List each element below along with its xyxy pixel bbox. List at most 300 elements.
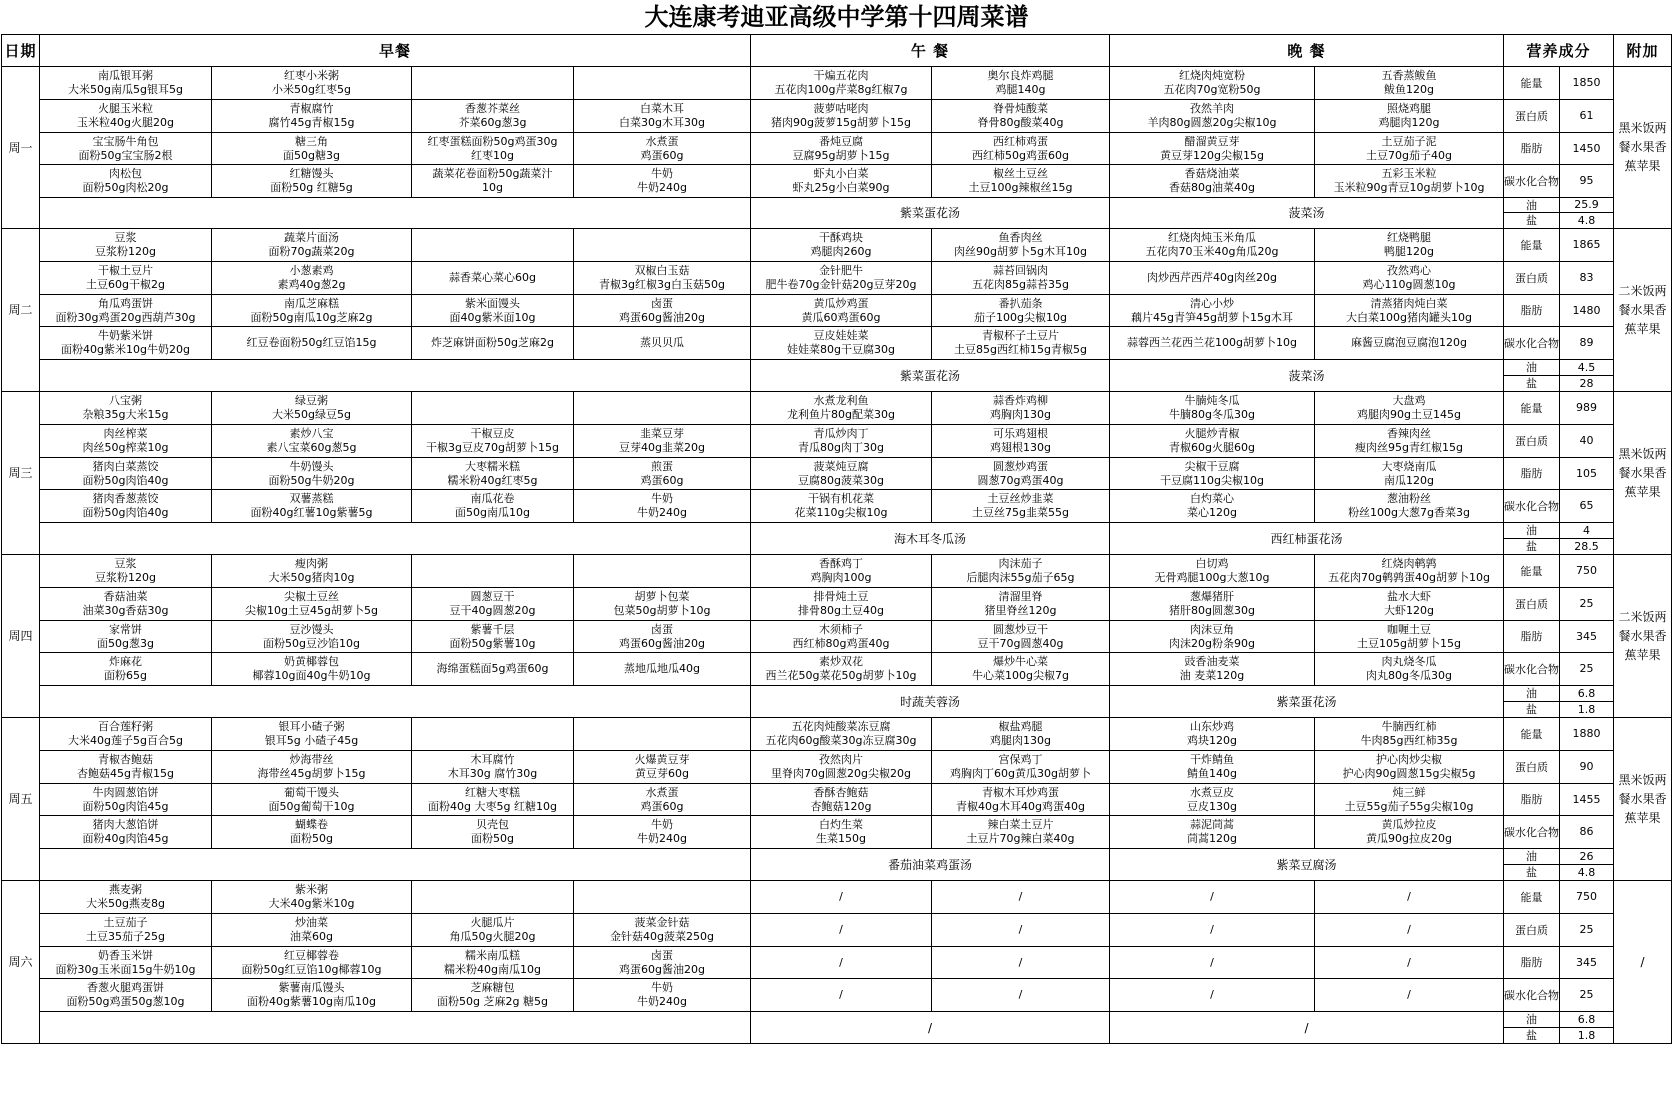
dish-name: 肉丝榨菜	[103, 427, 148, 440]
dish-name: 肉炒西芹西芹40g肉丝20g	[1147, 271, 1278, 284]
menu-table	[1, 34, 1672, 1044]
dinner-soup: 西红柿蛋花汤	[1110, 523, 1504, 555]
dish-name: 肉沫豆角	[1190, 622, 1235, 636]
dish-ingredients: 鸡胸肉130g	[990, 408, 1052, 421]
dish-name: 青椒杯子土豆片	[982, 329, 1060, 342]
nutrient-value: 4.8	[1560, 865, 1614, 881]
lunch-dish	[751, 295, 932, 327]
breakfast-dish	[212, 327, 412, 360]
dish-ingredients: 青椒60g火腿60g	[1169, 441, 1256, 454]
dish-ingredients: 豆干40g圆葱20g	[449, 604, 536, 617]
dish-ingredients: 面粉50g鸡蛋50g葱10g	[66, 995, 185, 1008]
dish-name: /	[1018, 890, 1023, 903]
nutrient-value: 6.8	[1560, 1012, 1614, 1028]
dish-name: /	[839, 955, 843, 969]
dish-name: 豉香油麦菜	[1184, 655, 1240, 668]
breakfast-dish	[40, 881, 212, 914]
dish-name: 猪肉白菜蒸饺	[92, 459, 159, 473]
breakfast-dish	[40, 653, 212, 686]
lunch-dish	[751, 555, 932, 588]
lunch-dish	[932, 621, 1110, 653]
dish-ingredients: 鸡蛋60g酱油20g	[619, 962, 705, 976]
dish-name: 绿豆粥	[295, 394, 328, 407]
breakfast-dish	[412, 718, 574, 751]
dish-name: 宝宝肠牛角包	[92, 134, 159, 148]
dish-ingredients: 大白菜100g猪肉罐头10g	[1346, 310, 1473, 324]
breakfast-dish	[40, 67, 212, 100]
lunch-dish	[932, 881, 1110, 914]
breakfast-dish	[574, 67, 751, 100]
dish-ingredients: 红枣10g	[471, 148, 514, 162]
dish-ingredients: 玉米粒90g青豆10g胡萝卜10g	[1333, 181, 1485, 194]
dish-name: 干煸五花肉	[813, 69, 869, 82]
lunch-dish	[751, 67, 932, 100]
day-label: 周四	[2, 555, 40, 718]
nutrient-value: 1480	[1560, 295, 1614, 327]
dish-ingredients: 金针菇40g菠菜250g	[610, 930, 714, 943]
nutrient-label: 碳水化合物	[1504, 816, 1560, 849]
dish-ingredients: 土豆70g茄子40g	[1366, 148, 1453, 162]
lunch-dish	[751, 490, 932, 523]
breakfast-dish	[40, 718, 212, 751]
dish-ingredients: 面粉50g 芝麻2g 糖5g	[437, 995, 548, 1008]
nutrient-label: 盐	[1504, 702, 1560, 718]
lunch-dish	[751, 588, 932, 621]
nutrient-label: 能量	[1504, 555, 1560, 588]
dinner-dish	[1110, 881, 1315, 914]
dish-name: 脊骨炖酸菜	[993, 102, 1049, 115]
dinner-dish	[1315, 490, 1504, 523]
dish-ingredients: 黄豆芽120g尖椒15g	[1160, 148, 1265, 162]
dish-ingredients: 无骨鸡腿100g大葱10g	[1154, 571, 1270, 584]
dish-ingredients: 牛奶240g	[637, 181, 687, 194]
dish-ingredients: 鲭鱼140g	[1187, 767, 1238, 780]
breakfast-dish	[412, 67, 574, 100]
dish-ingredients: 肉丝50g榨菜10g	[82, 441, 169, 454]
dish-name: 蝴蝶卷	[295, 818, 328, 831]
dish-ingredients: 菜心120g	[1187, 506, 1238, 519]
dish-name: 香葱火腿鸡蛋饼	[87, 981, 164, 994]
dinner-dish	[1110, 718, 1315, 751]
lunch-dish	[932, 947, 1110, 979]
dinner-dish	[1110, 458, 1315, 490]
nutrient-value: 989	[1560, 392, 1614, 425]
dish-name: 炒油菜	[295, 916, 328, 929]
dinner-soup: 紫菜豆腐汤	[1110, 849, 1504, 881]
header-nutrition: 营养成分	[1504, 35, 1614, 67]
dish-ingredients: 鸡胸肉100g	[810, 571, 872, 584]
dish-ingredients: 杏鲍菇120g	[810, 799, 872, 813]
menu-row	[2, 751, 1672, 784]
breakfast-dish	[574, 555, 751, 588]
nutrient-label: 油	[1504, 686, 1560, 702]
lunch-dish	[751, 621, 932, 653]
dish-ingredients: 西红柿80g鸡蛋40g	[792, 636, 890, 650]
breakfast-dish	[412, 621, 574, 653]
dinner-soup: 菠菜汤	[1110, 360, 1504, 392]
dinner-dish	[1110, 229, 1315, 262]
dish-name: 卤蛋	[651, 296, 673, 310]
lunch-dish	[751, 165, 932, 198]
dish-ingredients: 面粉50g紫薯10g	[449, 636, 536, 650]
dish-ingredients: 大米40g紫米10g	[268, 897, 355, 910]
dinner-dish	[1315, 295, 1504, 327]
breakfast-dish	[212, 751, 412, 784]
nutrient-value: 1.8	[1560, 1028, 1614, 1044]
breakfast-dish	[574, 327, 751, 360]
dish-name: 水煮蛋	[645, 785, 679, 799]
nutrient-value: 4.5	[1560, 360, 1614, 376]
menu-row	[2, 718, 1672, 751]
dish-name: /	[1407, 923, 1411, 936]
dish-name: 豆沙馒头	[289, 622, 334, 636]
lunch-dish	[751, 947, 932, 979]
breakfast-dish	[574, 914, 751, 947]
lunch-dish	[932, 490, 1110, 523]
dish-ingredients: 面50g葡萄干10g	[268, 799, 355, 813]
lunch-dish	[932, 229, 1110, 262]
dish-name: 素炒双花	[819, 655, 864, 668]
dish-name: 豆浆	[114, 557, 137, 570]
dish-ingredients: 面粉50g	[290, 832, 333, 845]
dish-name: 大枣烧南瓜	[1381, 459, 1437, 473]
breakfast-dish	[212, 979, 412, 1012]
nutrient-label: 能量	[1504, 718, 1560, 751]
dinner-soup: 菠菜汤	[1110, 198, 1504, 229]
dish-name: 猪肉大葱馅饼	[92, 818, 159, 831]
dinner-dish	[1315, 458, 1504, 490]
lunch-dish	[751, 327, 932, 360]
dish-ingredients: 鸡蛋60g	[640, 148, 684, 162]
lunch-dish	[751, 653, 932, 686]
nutrient-value: 25.9	[1560, 198, 1614, 213]
dish-ingredients: 油菜30g香菇30g	[82, 604, 169, 617]
dish-name: 青椒木耳炒鸡蛋	[982, 785, 1060, 799]
menu-row	[2, 784, 1672, 816]
breakfast-dish	[212, 621, 412, 653]
dish-name: 蒸地瓜地瓜40g	[624, 662, 700, 675]
dish-name: 牛奶	[651, 167, 673, 180]
dish-ingredients: 面粉50g肉馅45g	[82, 799, 169, 813]
dinner-dish	[1110, 588, 1315, 621]
dinner-dish	[1110, 392, 1315, 425]
dish-name: 大枣糯米糕	[465, 459, 520, 473]
nutrient-label: 能量	[1504, 229, 1560, 262]
dinner-dish	[1110, 947, 1315, 979]
dish-name: 红烧鸭腿	[1387, 231, 1432, 244]
dish-name: 孜然羊肉	[1190, 102, 1235, 115]
dish-ingredients: 排骨80g土豆40g	[798, 604, 884, 617]
dinner-dish	[1110, 784, 1315, 816]
breakfast-dish	[412, 881, 574, 914]
dish-name: 青椒杏鲍菇	[98, 753, 153, 766]
dish-ingredients: 大米50g绿豆5g	[272, 408, 351, 421]
breakfast-dish	[412, 229, 574, 262]
breakfast-dish	[40, 914, 212, 947]
dish-ingredients: 面粉50g	[471, 832, 514, 845]
dish-ingredients: 面粉30g玉米面15g牛奶10g	[55, 962, 196, 976]
breakfast-dish	[574, 295, 751, 327]
dish-name: 肉丸烧冬瓜	[1381, 655, 1437, 668]
dish-ingredients: 肥牛卷70g金针菇20g豆芽20g	[765, 278, 917, 291]
dish-name: 西红柿鸡蛋	[993, 134, 1049, 148]
dinner-dish	[1110, 751, 1315, 784]
dish-ingredients: 椰蓉10g面40g牛奶10g	[252, 669, 371, 682]
nutrient-value: 26	[1560, 849, 1614, 865]
dish-name: 奶香玉米饼	[98, 948, 153, 962]
breakfast-dish	[574, 881, 751, 914]
dish-name: 红糖大枣糕	[465, 785, 520, 799]
breakfast-dish	[40, 295, 212, 327]
dish-name: 紫薯南瓜馒头	[278, 981, 345, 994]
breakfast-dish	[212, 458, 412, 490]
nutrient-value: 4	[1560, 523, 1614, 539]
dish-name: 牛奶	[651, 981, 673, 994]
dish-name: 番炖豆腐	[819, 134, 864, 148]
dish-ingredients: 土豆35茄子25g	[86, 930, 165, 943]
dinner-dish	[1315, 718, 1504, 751]
menu-row	[2, 165, 1672, 198]
dish-name: 豆浆	[114, 231, 137, 244]
dish-ingredients: 鲅鱼120g	[1384, 83, 1435, 96]
dish-ingredients: 面粉50g牛奶20g	[268, 473, 355, 487]
nutrient-value: 6.8	[1560, 686, 1614, 702]
dish-ingredients: 西红柿50g鸡蛋60g	[972, 148, 1069, 162]
dish-name: /	[1407, 955, 1411, 969]
menu-row	[2, 262, 1672, 295]
lunch-soup: 海木耳冬瓜汤	[751, 523, 1110, 555]
dish-name: 白菜木耳	[640, 102, 684, 115]
dinner-dish	[1110, 490, 1315, 523]
dish-name: 青瓜炒肉丁	[813, 427, 869, 440]
dish-ingredients: 牛奶240g	[637, 995, 687, 1008]
dish-name: 南瓜芝麻糕	[284, 296, 339, 310]
nutrient-value: 1865	[1560, 229, 1614, 262]
breakfast-dish	[40, 229, 212, 262]
dish-ingredients: 豆浆粉120g	[95, 245, 156, 258]
breakfast-blank	[40, 523, 751, 555]
nutrient-value: 89	[1560, 327, 1614, 360]
extra-note: 黑米饭两餐水果香蕉苹果	[1614, 392, 1672, 555]
dish-ingredients: 素鸡40g葱2g	[277, 278, 346, 291]
breakfast-dish	[212, 718, 412, 751]
breakfast-blank	[40, 1012, 751, 1044]
dish-name: 红豆椰蓉卷	[284, 948, 339, 962]
breakfast-dish	[412, 165, 574, 198]
dinner-dish	[1315, 653, 1504, 686]
dish-ingredients: 脊骨80g酸菜40g	[977, 116, 1064, 129]
dish-name: 黄瓜炒鸡蛋	[813, 296, 869, 310]
dish-name: 蒜苔回锅肉	[993, 264, 1049, 277]
nutrient-label: 碳水化合物	[1504, 490, 1560, 523]
lunch-dish	[932, 718, 1110, 751]
dish-ingredients: 牛肉85g西红柿35g	[1360, 734, 1458, 747]
dish-ingredients: 五花肉100g芹菜8g红椒7g	[774, 83, 908, 96]
dish-name: 牛腩西红柿	[1381, 720, 1437, 733]
dish-name: 猪肉香葱蒸饺	[92, 492, 159, 505]
dish-name: 可乐鸡翅根	[993, 427, 1049, 440]
menu-row	[2, 979, 1672, 1012]
dinner-dish	[1315, 751, 1504, 784]
dish-name: 葱爆猪肝	[1190, 590, 1235, 603]
dish-name: 菠菜金针菇	[634, 916, 690, 929]
dish-name: 水煮龙利鱼	[813, 394, 869, 407]
lunch-dish	[932, 392, 1110, 425]
nutrient-value: 83	[1560, 262, 1614, 295]
dish-ingredients: 油菜60g	[290, 930, 333, 943]
soup-row	[2, 849, 1672, 865]
dish-ingredients: 五花肉60g酸菜30g冻豆腐30g	[765, 734, 917, 747]
extra-note: 二米饭两餐水果香蕉苹果	[1614, 229, 1672, 392]
dish-ingredients: 银耳5g 小碴子45g	[264, 734, 359, 747]
dish-name: 木耳腐竹	[470, 753, 515, 766]
page-title: 大连康考迪亚高级中学第十四周菜谱	[644, 2, 1029, 31]
dinner-dish	[1315, 784, 1504, 816]
dish-ingredients: 羊肉80g圆葱20g尖椒10g	[1147, 116, 1277, 129]
lunch-dish	[932, 588, 1110, 621]
dish-name: 排骨炖土豆	[813, 590, 869, 603]
dish-ingredients: 黄豆芽60g	[635, 767, 689, 780]
breakfast-dish	[212, 133, 412, 165]
lunch-soup: /	[751, 1012, 1110, 1044]
lunch-dish	[932, 979, 1110, 1012]
lunch-dish	[932, 425, 1110, 458]
dish-ingredients: 杂粮35g大米15g	[82, 408, 169, 421]
dish-name: 清蒸猪肉炖白菜	[1370, 296, 1448, 310]
dish-name: 蒜蓉西兰花西兰花100g胡萝卜10g	[1127, 336, 1298, 349]
dish-name: 干炸鲭鱼	[1190, 753, 1235, 766]
menu-row	[2, 133, 1672, 165]
dish-ingredients: 腐竹45g青椒15g	[268, 116, 355, 129]
dish-name: /	[1210, 955, 1214, 969]
nutrient-value: 1450	[1560, 133, 1614, 165]
dish-ingredients: 面粉50g肉松20g	[82, 181, 169, 194]
dish-ingredients: 小米50g红枣5g	[272, 83, 351, 96]
nutrient-label: 脂肪	[1504, 621, 1560, 653]
dish-ingredients: 猪肉90g菠萝15g胡萝卜15g	[771, 116, 911, 129]
nutrient-label: 能量	[1504, 881, 1560, 914]
lunch-dish	[751, 100, 932, 133]
dish-name: 孜然肉片	[819, 753, 864, 766]
nutrient-label: 油	[1504, 198, 1560, 213]
breakfast-dish	[40, 458, 212, 490]
breakfast-dish	[40, 100, 212, 133]
soup-row	[2, 1012, 1672, 1028]
dinner-dish	[1315, 229, 1504, 262]
breakfast-dish	[574, 458, 751, 490]
dish-ingredients: 肉沫20g粉条90g	[1169, 636, 1256, 650]
dish-ingredients: 五花肉70g鹌鹑蛋40g胡萝卜10g	[1328, 571, 1491, 584]
dinner-dish	[1315, 979, 1504, 1012]
dish-ingredients: 大米50g南瓜5g银耳5g	[68, 83, 183, 96]
lunch-dish	[751, 458, 932, 490]
nutrient-value: 1850	[1560, 67, 1614, 100]
dish-ingredients: 龙利鱼片80g配菜30g	[787, 408, 895, 421]
dish-name: 胡萝卜包菜	[634, 590, 690, 603]
dish-ingredients: 豆浆粉120g	[95, 571, 156, 584]
dish-ingredients: 虾丸25g小白菜90g	[792, 181, 890, 194]
dish-name: 百合莲籽粥	[98, 720, 153, 733]
dish-name: 椒盐鸡腿	[998, 720, 1043, 733]
breakfast-dish	[212, 816, 412, 849]
dish-name: 干酥鸡块	[819, 231, 864, 244]
nutrient-label: 油	[1504, 360, 1560, 376]
breakfast-dish	[40, 133, 212, 165]
nutrient-label: 蛋白质	[1504, 100, 1560, 133]
dinner-dish	[1110, 653, 1315, 686]
dish-ingredients: 土豆丝75g韭菜55g	[972, 506, 1069, 519]
nutrient-label: 盐	[1504, 1028, 1560, 1044]
breakfast-dish	[212, 165, 412, 198]
menu-row	[2, 392, 1672, 425]
dinner-dish	[1315, 100, 1504, 133]
dinner-dish	[1110, 327, 1315, 360]
menu-row	[2, 588, 1672, 621]
dish-name: 菠菜炖豆腐	[813, 459, 869, 473]
nutrient-label: 盐	[1504, 539, 1560, 555]
dinner-dish	[1315, 881, 1504, 914]
dish-ingredients: 藕片45g青笋45g胡萝卜15g木耳	[1131, 310, 1293, 324]
dish-ingredients: 木耳30g 腐竹30g	[447, 767, 538, 780]
breakfast-dish	[574, 816, 751, 849]
dish-name: 韭菜豆芽	[640, 427, 684, 440]
nutrient-value: 750	[1560, 555, 1614, 588]
dinner-dish	[1315, 67, 1504, 100]
dish-name: 孜然鸡心	[1387, 264, 1432, 277]
lunch-dish	[751, 816, 932, 849]
nutrient-label: 油	[1504, 849, 1560, 865]
dish-name: 大盘鸡	[1392, 394, 1426, 407]
dish-name: 尖椒土豆丝	[284, 590, 339, 603]
dish-ingredients: 黄瓜90g拉皮20g	[1366, 832, 1453, 845]
dish-ingredients: 土豆片70g辣白菜40g	[966, 832, 1075, 845]
breakfast-dish	[574, 621, 751, 653]
dish-ingredients: 豆腐95g胡萝卜15g	[792, 148, 890, 162]
menu-row	[2, 67, 1672, 100]
dinner-dish	[1315, 425, 1504, 458]
nutrient-value: 345	[1560, 947, 1614, 979]
dish-ingredients: 面50g南瓜10g	[455, 506, 530, 519]
breakfast-dish	[574, 133, 751, 165]
dish-name: 红烧肉炖宽粉	[1179, 69, 1246, 82]
extra-note: /	[1614, 881, 1672, 1044]
breakfast-dish	[212, 914, 412, 947]
dish-name: /	[1018, 988, 1023, 1001]
breakfast-dish	[212, 490, 412, 523]
dinner-dish	[1315, 621, 1504, 653]
dish-name: 木须柿子	[819, 622, 864, 636]
lunch-dish	[751, 262, 932, 295]
dish-name: 五彩玉米粒	[1381, 167, 1437, 180]
dish-ingredients: 圆葱70g鸡蛋40g	[977, 473, 1064, 487]
dish-name: 紫米粥	[295, 883, 328, 896]
dinner-soup: 紫菜蛋花汤	[1110, 686, 1504, 718]
breakfast-dish	[412, 295, 574, 327]
dish-name: 牛肉圆葱馅饼	[92, 785, 159, 799]
dish-name: 红烧肉鹌鹑	[1381, 557, 1437, 570]
breakfast-dish	[40, 979, 212, 1012]
breakfast-dish	[212, 784, 412, 816]
dish-ingredients: 土豆60g干椒2g	[86, 278, 165, 291]
dish-name: 金针肥牛	[819, 264, 864, 277]
dish-ingredients: 面40g紫米面10g	[449, 310, 536, 324]
dish-ingredients: 素八宝菜60g葱5g	[266, 441, 357, 454]
dish-name: /	[1018, 923, 1023, 936]
menu-row	[2, 100, 1672, 133]
dish-ingredients: 干豆腐110g尖椒10g	[1160, 473, 1265, 487]
dish-ingredients: 面粉50g豆沙馅10g	[263, 636, 360, 650]
dish-ingredients: 10g	[482, 181, 503, 194]
